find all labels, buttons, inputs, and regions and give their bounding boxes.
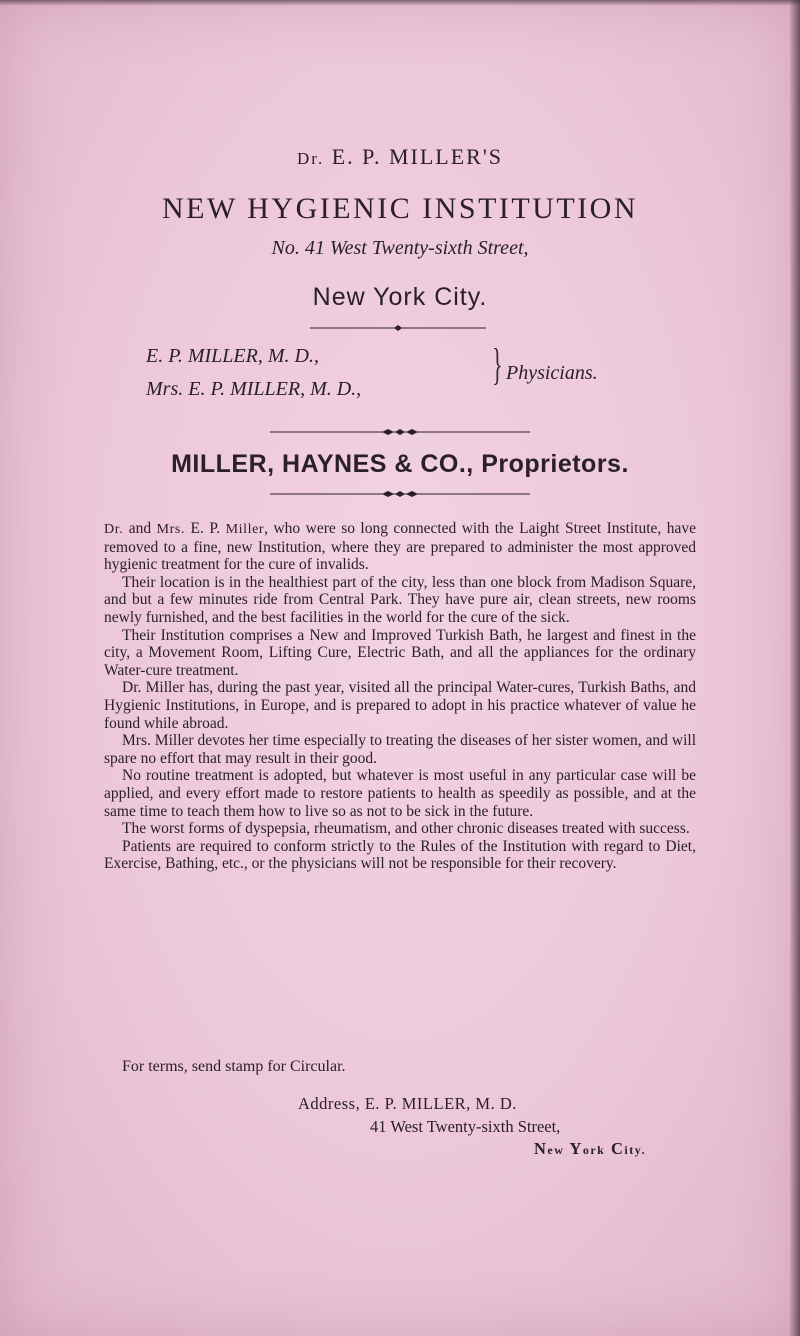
p1-miller: Miller: [225, 522, 265, 537]
addr3-c: C: [610, 1139, 625, 1158]
body-text: [104, 520, 696, 873]
address-line-3: [534, 1139, 646, 1159]
address-line-2: 41 West Twenty-sixth Street,: [370, 1117, 561, 1136]
paragraph-2: Their location is in the healthiest part of the city, less than one block from Madison Square, and but a few minutes ride from Central Park. They have pure air, clean streets, new rooms newly furnished, and the best facilities in the world for the cure of the sick.: [104, 573, 696, 626]
p1-initials: E. P.: [185, 520, 226, 537]
ornament-rule-3: [270, 489, 530, 499]
address-line-1: Address, E. P. MILLER, M. D.: [298, 1094, 517, 1113]
proprietors-line: MILLER, HAYNES & CO., Proprietors.: [171, 450, 629, 478]
addr3-ew: ew: [547, 1143, 565, 1157]
p1-and: and: [123, 520, 157, 537]
paragraph-6: No routine treatment is adopted, but whatever is most useful in any particular case will be applied, and every effort made to restore patients to health as speedily as possible, and at the same time to teach them how to live so as not to be sick in the future.: [104, 767, 696, 820]
terms-line: For terms, send stamp for Circular.: [122, 1058, 346, 1075]
header-title: NEW HYGIENIC INSTITUTION: [161, 192, 639, 225]
paragraph-4: Dr. Miller has, during the past year, visited all the principal Water-cures, Turkish Baths, and Hygienic Institutions, in Europe, and is prepared to adopt in his practice whatever of value he found while abroad.: [104, 679, 696, 732]
paragraph-1: [104, 520, 696, 574]
p1-mrs: Mrs.: [156, 522, 186, 537]
addr3-n: N: [534, 1139, 548, 1158]
paragraph-5: Mrs. Miller devotes her time especially to treating the diseases of her sister women, and will spare no effort that may result in their good.: [104, 732, 696, 767]
header-dr-prefix: Dr.: [296, 149, 325, 168]
paragraph-8: Patients are required to conform strictly to the Rules of the Institution with regard to Diet, Exercise, Bathing, etc., or the physicians will not be responsible for their recovery.: [104, 837, 696, 873]
header-line-owner: [0, 144, 800, 170]
header-owner-name: E. P. MILLER'S: [324, 144, 504, 169]
p1-dr: Dr.: [104, 522, 124, 537]
header-street-address: No. 41 West Twenty-sixth Street,: [271, 237, 529, 259]
page-edge-top: [0, 0, 800, 6]
physician-name-1: E. P. MILLER, M. D.,: [146, 345, 319, 367]
addr3-ork: ork: [582, 1143, 606, 1157]
ornament-rule-1: [310, 323, 486, 333]
paragraph-7: The worst forms of dyspepsia, rheumatism, and other chronic diseases treated with success.: [122, 820, 690, 838]
ornament-rule-2: [270, 427, 530, 437]
paragraph-3: Their Institution comprises a New and Improved Turkish Bath, he largest and finest in the city, a Movement Room, Lifting Cure, Electric Bath, and all the appliances for the ordinary Water-cure treatment.: [104, 626, 696, 679]
addr3-y: Y: [569, 1139, 583, 1158]
header-city: New York City.: [312, 283, 488, 311]
addr3-ity: ity.: [624, 1143, 647, 1157]
physicians-label: Physicians.: [506, 362, 598, 384]
brace-icon: }: [492, 340, 503, 389]
physician-name-2: Mrs. E. P. MILLER, M. D.,: [146, 378, 362, 400]
p1-rest: , who were so long connected with the Laight Street Institute, have removed to a fine, new Institution, where they are prepared to administer the most approved hygienic treatment for the cure of invalids.: [104, 520, 697, 574]
